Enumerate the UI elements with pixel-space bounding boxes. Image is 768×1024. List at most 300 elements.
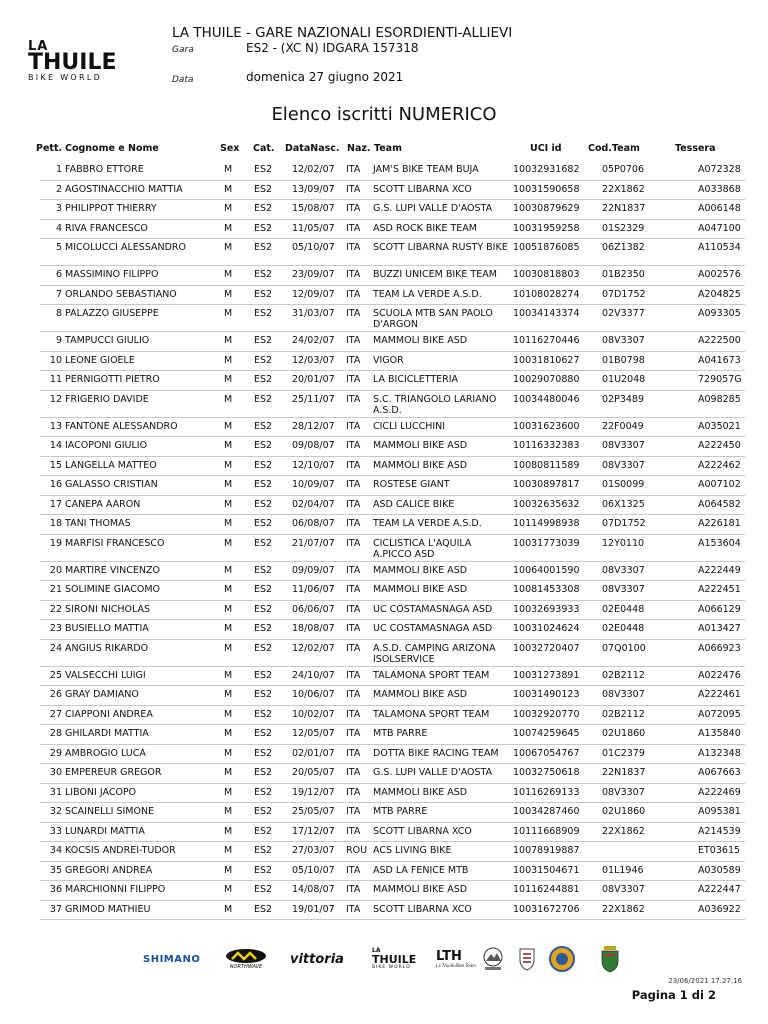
pett-cell: 25 — [49, 669, 62, 681]
sex-cell: M — [224, 623, 233, 634]
cat-cell: ES2 — [254, 603, 273, 615]
pett-cell: 32 — [49, 806, 62, 817]
dob-cell: 25/11/07 — [292, 393, 335, 405]
name-cell: PHILIPPOT THIERRY — [65, 203, 157, 214]
team-cell: SCOTT LIBARNA RUSTY BIKE — [373, 242, 508, 253]
cat-cell: ES2 — [254, 518, 273, 529]
tessera-cell: A098285 — [698, 393, 741, 405]
team-cell: MAMMOLI BIKE ASD — [373, 335, 468, 346]
northwave-icon — [224, 948, 268, 964]
team-cell: SCOTT LIBARNA XCO — [373, 183, 472, 195]
naz-cell: ITA — [346, 440, 361, 451]
tessera-cell: A002576 — [698, 269, 741, 280]
team-cell: DOTTA BIKE RACING TEAM — [373, 747, 499, 759]
row-divider — [40, 600, 745, 601]
row-divider — [40, 285, 745, 286]
tessera-cell: A041673 — [698, 354, 741, 366]
uci-cell: 10031273891 — [513, 669, 580, 681]
team-cell: CICLISTICA L'AQUILA A.PICCO ASD — [373, 537, 472, 560]
row-divider — [40, 331, 745, 332]
dob-cell: 02/04/07 — [292, 498, 335, 510]
pett-cell: 26 — [49, 689, 62, 700]
naz-cell: ITA — [346, 728, 361, 739]
tessera-cell: A153604 — [698, 537, 741, 549]
sponsor-shimano — [143, 944, 200, 974]
naz-cell: ITA — [346, 420, 361, 432]
uci-cell: 10031773039 — [513, 537, 580, 549]
pett-cell: 30 — [49, 767, 62, 778]
lth-sub: La Thuile Bike Team — [436, 962, 477, 968]
team-cell: SCOTT LIBARNA XCO — [373, 825, 472, 837]
sponsor-badge-2 — [518, 944, 536, 974]
tessera-cell: A222461 — [698, 689, 741, 700]
cat-cell: ES2 — [254, 689, 273, 700]
cat-cell: ES2 — [254, 203, 273, 214]
sex-cell: M — [224, 498, 233, 510]
dob-cell: 12/10/07 — [292, 459, 335, 471]
dob-cell: 19/12/07 — [292, 786, 335, 798]
uci-cell: 10034480046 — [513, 393, 580, 405]
col-naz: Naz. — [347, 143, 371, 154]
mtb-school-icon — [548, 945, 576, 973]
cat-cell: ES2 — [254, 479, 273, 490]
dob-cell: 12/05/07 — [292, 728, 335, 739]
sex-cell: M — [224, 767, 233, 778]
cod-team-cell: 02U1860 — [602, 728, 646, 739]
cod-team-cell: 22X1862 — [602, 903, 645, 915]
cod-team-cell: 07D1752 — [602, 288, 646, 300]
tessera-cell: A222462 — [698, 459, 741, 471]
row-divider — [40, 802, 745, 803]
name-cell: GRIMOD MATHIEU — [65, 903, 151, 915]
naz-cell: ITA — [346, 623, 361, 634]
cat-cell: ES2 — [254, 459, 273, 471]
team-cell: MAMMOLI BIKE ASD — [373, 884, 468, 895]
col-dob: DataNasc. — [285, 143, 340, 154]
dob-cell: 12/03/07 — [292, 354, 335, 366]
pett-cell: 4 — [55, 222, 62, 234]
dob-cell: 11/05/07 — [292, 222, 335, 234]
team-cell: MAMMOLI BIKE ASD — [373, 440, 468, 451]
sex-cell: M — [224, 806, 233, 817]
row-divider — [40, 639, 745, 640]
team-cell: G.S. LUPI VALLE D'AOSTA — [373, 203, 493, 214]
pett-cell: 2 — [55, 183, 62, 195]
sex-cell: M — [224, 689, 233, 700]
sex-cell: M — [224, 420, 233, 432]
naz-cell: ITA — [346, 374, 361, 385]
cat-cell: ES2 — [254, 164, 273, 175]
cod-team-cell: 01C2379 — [602, 747, 645, 759]
tessera-cell: A035021 — [698, 420, 741, 432]
row-divider — [40, 495, 745, 496]
dob-cell: 17/12/07 — [292, 825, 335, 837]
row-divider — [40, 705, 745, 706]
sex-cell: M — [224, 440, 233, 451]
row-divider — [40, 861, 745, 862]
sex-cell: M — [224, 584, 233, 595]
naz-cell: ITA — [346, 903, 361, 915]
team-cell: ASD ROCK BIKE TEAM — [373, 222, 477, 234]
pett-cell: 17 — [49, 498, 62, 510]
dob-cell: 06/06/07 — [292, 603, 335, 615]
sex-cell: M — [224, 537, 233, 549]
lth-logo: LTH — [436, 948, 462, 964]
row-divider — [40, 783, 745, 784]
print-timestamp: 23/06/2021 17.27.16 — [668, 977, 742, 985]
lathuile-small-1: LA — [372, 946, 381, 954]
uci-cell: 10030897817 — [513, 479, 580, 490]
row-divider — [40, 219, 745, 220]
sex-cell: M — [224, 864, 233, 876]
cat-cell: ES2 — [254, 537, 273, 549]
name-cell: CANEPA AARON — [65, 498, 141, 510]
dob-cell: 25/05/07 — [292, 806, 335, 817]
cod-team-cell: 02E0448 — [602, 603, 645, 615]
cod-team-cell: 07Q0100 — [602, 642, 646, 654]
naz-cell: ITA — [346, 308, 361, 319]
cat-cell: ES2 — [254, 354, 273, 366]
name-cell: BUSIELLO MATTIA — [65, 623, 149, 634]
cod-team-cell: 08V3307 — [602, 786, 645, 798]
cat-cell: ES2 — [254, 786, 273, 798]
naz-cell: ITA — [346, 669, 361, 681]
uci-cell: 10031623600 — [513, 420, 580, 432]
dob-cell: 20/05/07 — [292, 767, 335, 778]
cod-team-cell: 22N1837 — [602, 203, 646, 214]
row-divider — [40, 417, 745, 418]
uci-cell: 10034143374 — [513, 308, 580, 319]
row-divider — [40, 304, 745, 305]
naz-cell: ITA — [346, 269, 361, 280]
dob-cell: 12/02/07 — [292, 164, 335, 175]
name-cell: MARFISI FRANCESCO — [65, 537, 165, 549]
cat-cell: ES2 — [254, 335, 273, 346]
name-cell: TANI THOMAS — [65, 518, 131, 529]
name-cell: GHILARDI MATTIA — [65, 728, 149, 739]
cod-team-cell: 08V3307 — [602, 335, 645, 346]
row-divider — [40, 475, 745, 476]
row-divider — [40, 238, 745, 239]
cod-team-cell: 06X1325 — [602, 498, 645, 510]
name-cell: PERNIGOTTI PIETRO — [65, 374, 160, 385]
sex-cell: M — [224, 269, 233, 280]
uci-cell: 10031504671 — [513, 864, 580, 876]
sponsor-northwave — [224, 944, 268, 974]
col-uci: UCI id — [530, 143, 562, 154]
tessera-cell: A047100 — [698, 222, 741, 234]
lathuile-small-2: THUILE — [372, 952, 417, 966]
sex-cell: M — [224, 393, 233, 405]
uci-cell: 10032920770 — [513, 708, 580, 720]
tessera-cell: A132348 — [698, 747, 741, 759]
dob-cell: 14/08/07 — [292, 884, 335, 895]
team-cell: ASD LA FENICE MTB — [373, 864, 469, 876]
tessera-cell: A135840 — [698, 728, 741, 739]
cat-cell: ES2 — [254, 374, 273, 385]
naz-cell: ITA — [346, 689, 361, 700]
sex-cell: M — [224, 335, 233, 346]
uci-cell: 10032720407 — [513, 642, 580, 654]
cat-cell: ES2 — [254, 308, 273, 319]
pett-cell: 28 — [49, 728, 62, 739]
cod-team-cell: 08V3307 — [602, 440, 645, 451]
naz-cell: ITA — [346, 767, 361, 778]
col-tess: Tessera — [675, 143, 716, 154]
naz-cell: ITA — [346, 537, 361, 549]
sex-cell: M — [224, 518, 233, 529]
uci-cell: 10030879629 — [513, 203, 580, 214]
uci-cell: 10034287460 — [513, 806, 580, 817]
naz-cell: ITA — [346, 747, 361, 759]
naz-cell: ITA — [346, 479, 361, 490]
sex-cell: M — [224, 288, 233, 300]
sex-cell: M — [224, 728, 233, 739]
team-cell: MAMMOLI BIKE ASD — [373, 459, 468, 471]
pett-cell: 1 — [55, 164, 62, 175]
name-cell: RIVA FRANCESCO — [65, 222, 148, 234]
uci-cell: 10108028274 — [513, 288, 580, 300]
dob-cell: 31/03/07 — [292, 308, 335, 319]
crest-icon — [518, 946, 536, 972]
team-cell: JAM'S BIKE TEAM BUJA — [373, 164, 479, 175]
pett-cell: 13 — [49, 420, 62, 432]
cod-team-cell: 02P3489 — [602, 393, 644, 405]
tessera-cell: A013427 — [698, 623, 741, 634]
cat-cell: ES2 — [254, 903, 273, 915]
row-divider — [40, 534, 745, 535]
cod-team-cell: 01B2350 — [602, 269, 645, 280]
naz-cell: ITA — [346, 518, 361, 529]
team-cell: UC COSTAMASNAGA ASD — [373, 603, 493, 615]
row-divider — [40, 822, 745, 823]
uci-cell: 10116269133 — [513, 786, 580, 798]
row-divider — [40, 514, 745, 515]
tessera-cell: A072095 — [698, 708, 741, 720]
sex-cell: M — [224, 374, 233, 385]
name-cell: SIRONI NICHOLAS — [65, 603, 151, 615]
cod-team-cell: 08V3307 — [602, 689, 645, 700]
name-cell: TAMPUCCI GIULIO — [65, 335, 150, 346]
team-cell: MTB PARRE — [373, 728, 428, 739]
naz-cell: ITA — [346, 222, 361, 234]
naz-cell: ITA — [346, 393, 361, 405]
naz-cell: ITA — [346, 183, 361, 195]
logo-line-2: THUILE — [28, 50, 117, 75]
uci-cell: 10031810627 — [513, 354, 580, 366]
sponsor-lth — [436, 944, 476, 974]
dob-cell: 10/06/07 — [292, 689, 335, 700]
cod-team-cell: 06Z1382 — [602, 242, 645, 253]
uci-cell: 10030818803 — [513, 269, 580, 280]
cat-cell: ES2 — [254, 498, 273, 510]
team-cell: ASD CALICE BIKE — [373, 498, 455, 510]
sex-cell: M — [224, 747, 233, 759]
shimano-logo: SHIMANO — [143, 953, 201, 965]
northwave-label: NORTHWAVE — [229, 964, 263, 970]
cod-team-cell: 02V3377 — [602, 308, 645, 319]
col-sex: Sex — [220, 143, 240, 154]
col-cod: Cod.Team — [588, 143, 640, 154]
name-cell: KOCSIS ANDREI-TUDOR — [65, 845, 176, 856]
name-cell: GALASSO CRISTIAN — [65, 479, 158, 490]
naz-cell: ITA — [346, 335, 361, 346]
cat-cell: ES2 — [254, 669, 273, 681]
col-pett: Pett. — [36, 143, 63, 154]
row-divider — [40, 580, 745, 581]
uci-cell: 10116270446 — [513, 335, 580, 346]
team-cell: S.C. TRIANGOLO LARIANO A.S.D. — [373, 393, 497, 416]
tessera-cell: A064582 — [698, 498, 741, 510]
dob-cell: 09/09/07 — [292, 564, 335, 576]
cod-team-cell: 22N1837 — [602, 767, 646, 778]
tessera-cell: A222450 — [698, 440, 741, 451]
tessera-cell: A067663 — [698, 767, 741, 778]
dob-cell: 15/08/07 — [292, 203, 335, 214]
name-cell: LIBONI JACOPO — [65, 786, 137, 798]
row-divider — [40, 370, 745, 371]
cat-cell: ES2 — [254, 884, 273, 895]
name-cell: LUNARDI MATTIA — [65, 825, 145, 837]
pett-cell: 24 — [49, 642, 62, 654]
sponsor-lathuile — [372, 944, 416, 974]
sponsor-vittoria — [290, 944, 344, 974]
pett-cell: 34 — [49, 845, 62, 856]
naz-cell: ITA — [346, 459, 361, 471]
sex-cell: M — [224, 308, 233, 319]
row-divider — [40, 456, 745, 457]
data-value: domenica 27 giugno 2021 — [246, 70, 404, 84]
tessera-cell: ET03615 — [698, 845, 741, 856]
cat-cell: ES2 — [254, 642, 273, 654]
tessera-cell: A007102 — [698, 479, 741, 490]
tessera-cell: A110534 — [698, 242, 741, 253]
name-cell: CIAPPONI ANDREA — [65, 708, 153, 720]
row-divider — [40, 900, 745, 901]
dob-cell: 02/01/07 — [292, 747, 335, 759]
cat-cell: ES2 — [254, 269, 273, 280]
tessera-cell: A072328 — [698, 164, 741, 175]
uci-cell: 10111668909 — [513, 825, 580, 837]
sex-cell: M — [224, 845, 233, 856]
sex-cell: M — [224, 884, 233, 895]
uci-cell: 10031590658 — [513, 183, 580, 195]
name-cell: FABBRO ETTORE — [65, 164, 144, 175]
name-cell: AMBROGIO LUCA — [65, 747, 146, 759]
pett-cell: 12 — [49, 393, 62, 405]
name-cell: MICOLUCCI ALESSANDRO — [65, 242, 186, 253]
sex-cell: M — [224, 242, 233, 253]
team-cell: TEAM LA VERDE A.S.D. — [373, 288, 482, 300]
name-cell: MASSIMINO FILIPPO — [65, 269, 159, 280]
sponsor-badge-1 — [482, 944, 504, 974]
row-divider — [40, 841, 745, 842]
pett-cell: 14 — [49, 440, 62, 451]
uci-cell: 10064001590 — [513, 564, 580, 576]
uci-cell: 10031672706 — [513, 903, 580, 915]
cat-cell: ES2 — [254, 222, 273, 234]
tessera-cell: A030589 — [698, 864, 741, 876]
cod-team-cell: 01L1946 — [602, 864, 644, 876]
cat-cell: ES2 — [254, 767, 273, 778]
name-cell: LEONE GIOELE — [65, 354, 135, 366]
dob-cell: 18/08/07 — [292, 623, 335, 634]
team-cell: TALAMONA SPORT TEAM — [373, 669, 490, 681]
cat-cell: ES2 — [254, 183, 273, 195]
tessera-cell: A222500 — [698, 335, 741, 346]
dob-cell: 24/10/07 — [292, 669, 335, 681]
tessera-cell: A066129 — [698, 603, 741, 615]
name-cell: MARTIRE VINCENZO — [65, 564, 160, 576]
naz-cell: ITA — [346, 642, 361, 654]
tessera-cell: A226181 — [698, 518, 741, 529]
sex-cell: M — [224, 564, 233, 576]
team-cell: TEAM LA VERDE A.S.D. — [373, 518, 482, 529]
tessera-cell: A222449 — [698, 564, 741, 576]
naz-cell: ITA — [346, 242, 361, 253]
row-divider — [40, 180, 745, 181]
dob-cell: 12/02/07 — [292, 642, 335, 654]
name-cell: FRIGERIO DAVIDE — [65, 393, 149, 405]
sex-cell: M — [224, 222, 233, 234]
col-team: Team — [374, 143, 402, 154]
cat-cell: ES2 — [254, 864, 273, 876]
dob-cell: 12/09/07 — [292, 288, 335, 300]
cat-cell: ES2 — [254, 242, 273, 253]
uci-cell: 10032635632 — [513, 498, 580, 510]
gara-label: Gara — [172, 45, 194, 55]
tessera-cell: A093305 — [698, 308, 741, 319]
uci-cell: 10031959258 — [513, 222, 580, 234]
team-cell: MAMMOLI BIKE ASD — [373, 584, 468, 595]
naz-cell: ITA — [346, 164, 361, 175]
team-cell: SCOTT LIBARNA XCO — [373, 903, 472, 915]
cod-team-cell: 22X1862 — [602, 183, 645, 195]
name-cell: MARCHIONNI FILIPPO — [65, 884, 166, 895]
pett-cell: 7 — [55, 288, 62, 300]
tessera-cell: A033868 — [698, 183, 741, 195]
dob-cell: 21/07/07 — [292, 537, 335, 549]
sex-cell: M — [224, 459, 233, 471]
gara-value: ES2 - (XC N) IDGARA 157318 — [246, 41, 419, 55]
dob-cell: 05/10/07 — [292, 864, 335, 876]
name-cell: ORLANDO SEBASTIANO — [65, 288, 177, 300]
cat-cell: ES2 — [254, 420, 273, 432]
team-cell: MTB PARRE — [373, 806, 428, 817]
pett-cell: 31 — [49, 786, 62, 798]
pett-cell: 15 — [49, 459, 62, 471]
sex-cell: M — [224, 183, 233, 195]
pett-cell: 22 — [49, 603, 62, 615]
pett-cell: 37 — [49, 903, 62, 915]
naz-cell: ITA — [346, 603, 361, 615]
cod-team-cell: 08V3307 — [602, 884, 645, 895]
cat-cell: ES2 — [254, 393, 273, 405]
cat-cell: ES2 — [254, 708, 273, 720]
row-divider — [40, 666, 745, 667]
sex-cell: M — [224, 203, 233, 214]
dob-cell: 09/08/07 — [292, 440, 335, 451]
pett-cell: 36 — [49, 884, 62, 895]
cat-cell: ES2 — [254, 288, 273, 300]
row-divider — [40, 724, 745, 725]
cod-team-cell: 02B2112 — [602, 708, 645, 720]
pett-cell: 9 — [55, 335, 62, 346]
name-cell: FANTONE ALESSANDRO — [65, 420, 178, 432]
pett-cell: 35 — [49, 864, 62, 876]
logo-line-1: LA — [28, 39, 49, 54]
pett-cell: 3 — [55, 203, 62, 214]
